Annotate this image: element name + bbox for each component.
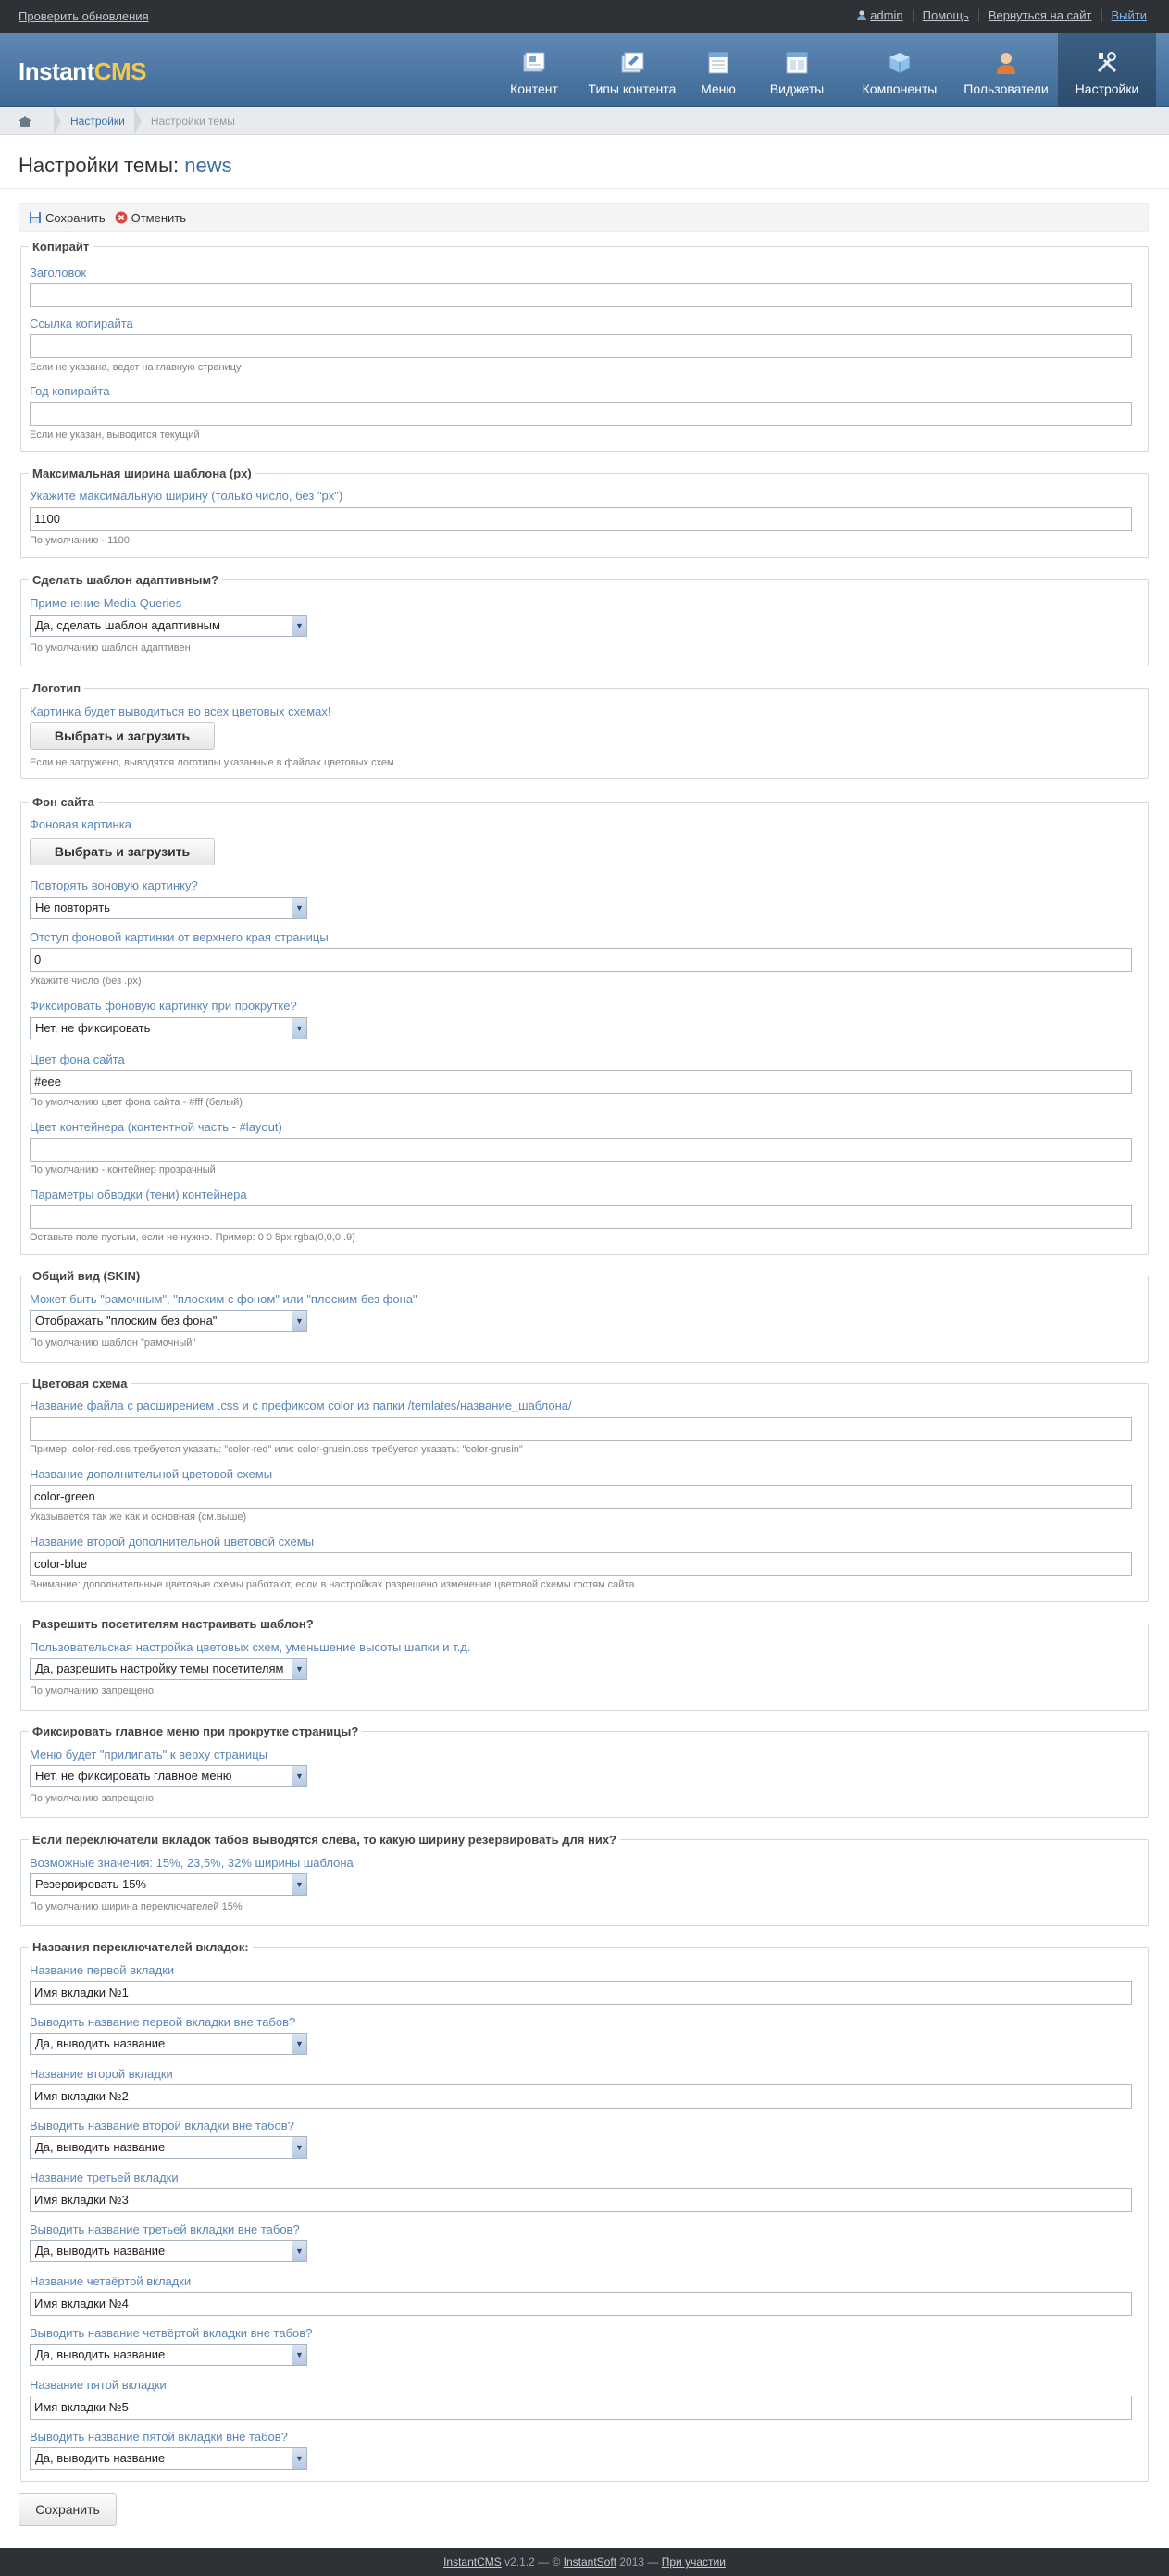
scheme-second-label: Название второй дополнительной цветовой схемы xyxy=(30,1535,315,1549)
footer-company-link[interactable]: InstantSoft xyxy=(563,2556,617,2569)
visitors-label: Пользовательская настройка цветовых схем, уменьшение высоты шапки и т.д. xyxy=(30,1640,471,1654)
fieldset-legend: Фон сайта xyxy=(29,795,98,810)
bg-color-input[interactable]: #eee xyxy=(30,1070,1132,1094)
chevron-down-icon: ▼ xyxy=(292,1018,306,1039)
logo-upload-button[interactable]: Выбрать и загрузить xyxy=(30,722,215,750)
fix-menu-hint: По умолчанию запрещено xyxy=(30,1793,155,1804)
breadcrumb-separator xyxy=(54,107,61,135)
visitors-hint: По умолчанию запрещено xyxy=(30,1686,155,1697)
bg-repeat-select[interactable] xyxy=(30,897,307,919)
tab-4-name-input[interactable]: Имя вкладки №4 xyxy=(30,2292,1132,2316)
copyright-year-label: Год копирайта xyxy=(30,384,110,398)
chevron-down-icon: ▼ xyxy=(292,2448,306,2469)
footer-year: 2013 — xyxy=(619,2556,659,2569)
nav-content-label: Контент xyxy=(510,81,558,96)
user-link[interactable] xyxy=(848,9,912,22)
bg-color-label: Цвет фона сайта xyxy=(30,1052,125,1066)
user-name: admin xyxy=(870,8,903,22)
menu-icon xyxy=(705,50,731,76)
toolbar-cancel-label: Отменить xyxy=(131,210,187,225)
fieldset-background xyxy=(20,795,1149,1255)
bg-container-label: Цвет контейнера (контентной часть - #layout) xyxy=(30,1120,282,1134)
nav-widgets-label: Виджеты xyxy=(769,81,825,96)
bg-repeat-select-value: Не повторять xyxy=(35,901,111,915)
tab-1-show-select-value: Да, выводить название xyxy=(35,2036,166,2050)
tab-width-select-value: Резервировать 15% xyxy=(35,1877,147,1891)
bg-repeat-label: Повторять воновую картинку? xyxy=(30,878,198,892)
fieldset-color-scheme xyxy=(20,1376,1149,1602)
fieldset-max-width xyxy=(20,467,1149,558)
nav-settings-label: Настройки xyxy=(1075,81,1139,96)
tab-2-name-input[interactable]: Имя вкладки №2 xyxy=(30,2084,1132,2109)
tab-5-name-input[interactable]: Имя вкладки №5 xyxy=(30,2396,1132,2420)
fieldset-legend: Разрешить посетителям настраивать шаблон? xyxy=(29,1617,317,1632)
nav-widgets[interactable] xyxy=(749,33,845,107)
footer-participate-link[interactable]: При участии xyxy=(661,2556,726,2569)
fieldset-legend: Логотип xyxy=(29,681,84,696)
max-width-label: Укажите максимальную ширину (только число, без "px") xyxy=(30,489,343,503)
breadcrumb-current: Настройки темы xyxy=(150,114,235,128)
copyright-year-hint: Если не указан, выводится текущий xyxy=(30,429,200,441)
fieldset-skin xyxy=(20,1269,1149,1363)
fix-menu-select[interactable] xyxy=(30,1765,307,1787)
logout-link[interactable]: Выйти xyxy=(1101,9,1157,22)
breadcrumb xyxy=(0,107,1169,135)
max-width-input[interactable]: 1100 xyxy=(30,507,1132,531)
tab-4-show-label: Выводить название четвёртой вкладки вне табов? xyxy=(30,2326,313,2340)
chevron-down-icon: ▼ xyxy=(292,2137,306,2158)
tab-width-hint: По умолчанию ширина переключателей 15% xyxy=(30,1901,243,1912)
tab-3-show-select-value: Да, выводить название xyxy=(35,2244,166,2258)
tab-2-show-label: Выводить название второй вкладки вне табов? xyxy=(30,2119,294,2133)
copyright-title-input[interactable] xyxy=(30,283,1132,307)
tab-3-name-label: Название третьей вкладки xyxy=(30,2171,179,2184)
scheme-extra-hint: Указывается так же как и основная (см.выше) xyxy=(30,1512,247,1523)
logo[interactable] xyxy=(19,57,146,86)
scheme-extra-label: Название дополнительной цветовой схемы xyxy=(30,1467,273,1481)
fieldset-legend: Общий вид (SKIN) xyxy=(29,1269,143,1284)
tab-1-show-label: Выводить название первой вкладки вне табов? xyxy=(30,2015,296,2029)
chevron-down-icon: ▼ xyxy=(292,1874,306,1895)
nav-menu[interactable] xyxy=(688,33,749,107)
tab-4-name-label: Название четвёртой вкладки xyxy=(30,2274,192,2288)
tab-5-show-select-value: Да, выводить название xyxy=(35,2451,166,2465)
fieldset-legend: Цветовая схема xyxy=(29,1376,131,1391)
header xyxy=(0,33,1169,107)
adaptive-hint: По умолчанию шаблон адаптивен xyxy=(30,642,191,653)
bg-shadow-label: Параметры обводки (тени) контейнера xyxy=(30,1188,247,1201)
chevron-down-icon: ▼ xyxy=(292,2241,306,2261)
tab-1-name-label: Название первой вкладки xyxy=(30,1963,175,1977)
bg-offset-hint: Укажите число (без .px) xyxy=(30,976,142,987)
main-nav xyxy=(491,33,1156,107)
fieldset-fix-menu xyxy=(20,1724,1149,1818)
scheme-file-label: Название файла с расширением .css и с префиксом color из папки /temlates/название_шаблона/ xyxy=(30,1399,572,1412)
bg-shadow-hint: Оставьте поле пустым, если не нужно. Пример: 0 0 5px rgba(0,0,0,.9) xyxy=(30,1232,355,1243)
save-icon xyxy=(29,211,42,224)
fieldset-legend: Сделать шаблон адаптивным? xyxy=(29,573,222,588)
toolbar xyxy=(19,203,1149,232)
nav-components-label: Компоненты xyxy=(862,81,938,96)
bg-fixed-select[interactable] xyxy=(30,1017,307,1039)
bg-container-input[interactable] xyxy=(30,1138,1132,1162)
skin-select[interactable] xyxy=(30,1310,307,1332)
tab-2-name-label: Название второй вкладки xyxy=(30,2067,173,2081)
fieldset-legend: Названия переключателей вкладок: xyxy=(29,1940,253,1955)
widgets-icon xyxy=(784,50,810,76)
bg-shadow-input[interactable] xyxy=(30,1205,1132,1229)
check-updates-link[interactable]: Проверить обновления xyxy=(19,9,149,23)
footer xyxy=(0,2548,1169,2576)
bg-offset-label: Отступ фоновой картинки от верхнего края страницы xyxy=(30,930,329,944)
footer-product-link[interactable]: InstantCMS xyxy=(443,2556,502,2569)
tab-width-label: Возможные значения: 15%, 23,5%, 32% ширины шаблона xyxy=(30,1856,354,1870)
settings-icon xyxy=(1094,50,1120,76)
scheme-second-input[interactable]: color-blue xyxy=(30,1552,1132,1576)
breadcrumb-separator xyxy=(134,107,142,135)
cancel-icon xyxy=(115,211,128,224)
fieldset-legend: Фиксировать главное меню при прокрутке страницы? xyxy=(29,1724,362,1739)
fieldset-legend: Если переключатели вкладок табов выводятся слева, то какую ширину резервировать для них? xyxy=(29,1833,620,1848)
tab-width-select[interactable] xyxy=(30,1873,307,1896)
tab-3-name-input[interactable]: Имя вкладки №3 xyxy=(30,2188,1132,2212)
bg-fixed-select-value: Нет, не фиксировать xyxy=(35,1021,151,1035)
tab-4-show-select[interactable] xyxy=(30,2344,307,2366)
page-title xyxy=(0,135,1169,189)
nav-content[interactable] xyxy=(491,33,577,107)
tab-3-show-label: Выводить название третьей вкладки вне табов? xyxy=(30,2222,300,2236)
breadcrumb-settings[interactable]: Настройки xyxy=(70,114,125,128)
bg-fixed-label: Фиксировать фоновую картинку при прокрутке? xyxy=(30,999,297,1013)
content-icon xyxy=(521,50,547,76)
scheme-file-hint: Пример: color-red.css требуется указать: "color-red" или: color-grusin.css требуется указать: "color-grusin" xyxy=(30,1444,523,1455)
fieldset-adaptive xyxy=(20,573,1149,666)
page-title-text: Настройки темы: xyxy=(19,154,180,177)
tab-5-name-label: Название пятой вкладки xyxy=(30,2378,167,2392)
back-to-site-link[interactable]: Вернуться на сайт xyxy=(978,9,1101,22)
fix-menu-select-value: Нет, не фиксировать главное меню xyxy=(35,1769,232,1783)
tab-3-show-select[interactable] xyxy=(30,2240,307,2262)
max-width-hint: По умолчанию - 1100 xyxy=(30,535,130,546)
skin-label: Может быть "рамочным", "плоским с фоном" или "плоским без фона" xyxy=(30,1292,417,1306)
chevron-down-icon: ▼ xyxy=(292,2345,306,2365)
bg-image-label: Фоновая картинка xyxy=(30,817,131,831)
nav-menu-label: Меню xyxy=(701,81,736,96)
toolbar-cancel-button[interactable] xyxy=(115,211,186,225)
tab-5-show-select[interactable] xyxy=(30,2447,307,2470)
nav-components[interactable] xyxy=(845,33,954,107)
fieldset-tab-width xyxy=(20,1833,1149,1926)
tab-5-show-label: Выводить название пятой вкладки вне табов? xyxy=(30,2430,288,2444)
bg-container-hint: По умолчанию - контейнер прозрачный xyxy=(30,1164,216,1176)
tab-1-name-input[interactable]: Имя вкладки №1 xyxy=(30,1981,1132,2005)
chevron-down-icon: ▼ xyxy=(292,616,306,636)
scheme-second-hint: Внимание: дополнительные цветовые схемы работают, если в настройках разрешено изменение цветовой схемы гостям сайта xyxy=(30,1579,635,1590)
nav-content-types[interactable] xyxy=(577,33,688,107)
save-button[interactable]: Сохранить xyxy=(19,2493,117,2526)
toolbar-save-button[interactable] xyxy=(29,211,106,225)
visitors-select[interactable] xyxy=(30,1658,307,1680)
chevron-down-icon: ▼ xyxy=(292,1766,306,1786)
copyright-link-label: Ссылка копирайта xyxy=(30,317,133,330)
scheme-extra-input[interactable]: color-green xyxy=(30,1485,1132,1509)
chevron-down-icon: ▼ xyxy=(292,1659,306,1679)
top-user-menu xyxy=(848,9,1156,22)
copyright-link-hint: Если не указана, ведет на главную страницу xyxy=(30,362,242,373)
copyright-year-input[interactable] xyxy=(30,402,1132,426)
fieldset-logo xyxy=(20,681,1149,779)
tab-1-show-select[interactable] xyxy=(30,2033,307,2055)
bg-color-hint: По умолчанию цвет фона сайта - #fff (белый) xyxy=(30,1097,243,1108)
logo-part-2: CMS xyxy=(93,57,147,85)
components-icon xyxy=(887,50,913,76)
skin-select-value: Отображать "плоским без фона" xyxy=(35,1313,218,1327)
users-icon xyxy=(993,50,1019,76)
copyright-link-input[interactable] xyxy=(30,334,1132,358)
adaptive-select-value: Да, сделать шаблон адаптивным xyxy=(35,618,220,632)
fieldset-visitors xyxy=(20,1617,1149,1711)
chevron-down-icon: ▼ xyxy=(292,898,306,918)
adaptive-label: Применение Media Queries xyxy=(30,596,182,610)
skin-hint: По умолчанию шаблон "рамочный" xyxy=(30,1338,196,1349)
fieldset-copyright xyxy=(20,240,1149,452)
footer-version: v2.1.2 — © xyxy=(504,2556,561,2569)
logo-part-1: Instant xyxy=(19,57,94,85)
logo-label: Картинка будет выводиться во всех цветовых схемах! xyxy=(30,704,331,718)
bg-offset-input[interactable]: 0 xyxy=(30,948,1132,972)
home-icon[interactable] xyxy=(19,116,31,127)
nav-users[interactable] xyxy=(954,33,1058,107)
adaptive-select[interactable] xyxy=(30,615,307,637)
tab-2-show-select-value: Да, выводить название xyxy=(35,2140,166,2154)
scheme-file-input[interactable] xyxy=(30,1417,1132,1441)
toolbar-save-label: Сохранить xyxy=(45,210,106,225)
nav-users-label: Пользователи xyxy=(964,81,1049,96)
fieldset-legend: Копирайт xyxy=(29,240,93,255)
nav-settings[interactable] xyxy=(1058,33,1156,107)
chevron-down-icon: ▼ xyxy=(292,1311,306,1331)
content-types-icon xyxy=(619,50,645,76)
user-icon xyxy=(857,10,866,20)
tab-4-show-select-value: Да, выводить название xyxy=(35,2347,166,2361)
logo-hint: Если не загружено, выводятся логотипы указанные в файлах цветовых схем xyxy=(30,757,394,768)
fieldset-tab-names xyxy=(20,1940,1149,2482)
fix-menu-label: Меню будет "прилипать" к верху страницы xyxy=(30,1748,267,1761)
copyright-title-label: Заголовок xyxy=(30,266,87,280)
help-link[interactable]: Помощь xyxy=(913,9,978,22)
chevron-down-icon: ▼ xyxy=(292,2034,306,2054)
page-subtitle: news xyxy=(184,154,232,177)
top-bar xyxy=(0,0,1169,33)
visitors-select-value: Да, разрешить настройку темы посетителям xyxy=(35,1661,284,1675)
tab-2-show-select[interactable] xyxy=(30,2136,307,2159)
bg-upload-button[interactable]: Выбрать и загрузить xyxy=(30,838,215,865)
fieldset-legend: Максимальная ширина шаблона (px) xyxy=(29,467,255,481)
nav-content-types-label: Типы контента xyxy=(588,81,677,96)
